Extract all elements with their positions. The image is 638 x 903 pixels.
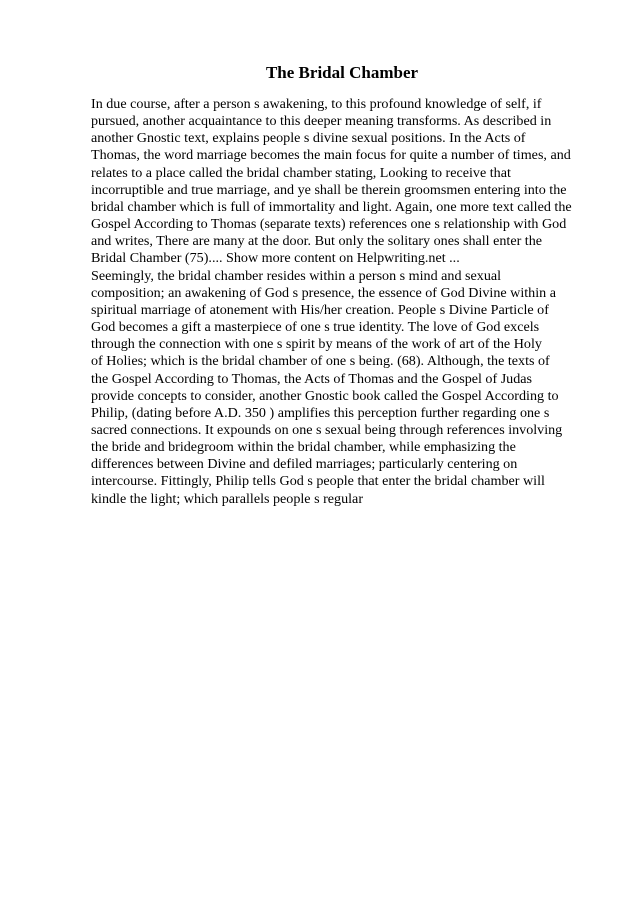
document-body [91,96,591,508]
text-line: pursued, another acquaintance to this deeper meaning transforms. As described in [91,113,552,130]
text-line: In due course, after a person s awakening, to this profound knowledge of self, if [91,96,542,112]
text-line: Thomas, the word marriage becomes the main focus for quite a number of times, and [91,147,571,164]
text-line: composition; an awakening of God s presence, the essence of God Divine within a [91,284,556,301]
text-line: provide concepts to consider, another Gnostic book called the Gospel According to [91,387,559,404]
text-line: Bridal Chamber (75).... Show more content on Helpwriting.net ... [91,250,460,267]
text-line: incorruptible and true marriage, and ye shall be therein groomsmen entering into the [91,181,567,198]
text-line: Gospel According to Thomas (separate texts) references one s relationship with God [91,216,567,233]
text-line: spiritual marriage of atonement with His/her creation. People s Divine Particle of [91,301,549,318]
text-line: the Gospel According to Thomas, the Acts of Thomas and the Gospel of Judas [91,370,533,387]
text-line: through the connection with one s spirit by means of the work of art of the Holy [91,336,542,353]
document-title: The Bridal Chamber [265,63,419,82]
text-line: and writes, There are many at the door. But only the solitary ones shall enter the [91,233,543,250]
text-line: sacred connections. It expounds on one s sexual being through references involving [91,421,563,438]
text-line: kindle the light; which parallels people s regular [91,490,364,507]
text-line: bridal chamber which is full of immortality and light. Again, one more text called the [91,198,572,215]
text-line: Philip, (dating before A.D. 350 ) amplifies this perception further regarding one s [91,404,550,421]
text-line: differences between Divine and defiled marriages; particularly centering on [91,456,518,473]
text-line: God becomes a gift a masterpiece of one s true identity. The love of God excels [91,319,540,336]
text-line: another Gnostic text, explains people s divine sexual positions. In the Acts of [91,130,526,147]
text-line: the bride and bridegroom within the bridal chamber, while emphasizing the [91,439,516,456]
text-line: relates to a place called the bridal chamber stating, Looking to receive that [91,164,511,181]
text-line: of Holies; which is the bridal chamber of one s being. (68). Although, the texts of [91,353,550,370]
text-line: Seemingly, the bridal chamber resides within a person s mind and sexual [91,267,502,284]
text-line: intercourse. Fittingly, Philip tells God s people that enter the bridal chamber will [91,473,545,490]
